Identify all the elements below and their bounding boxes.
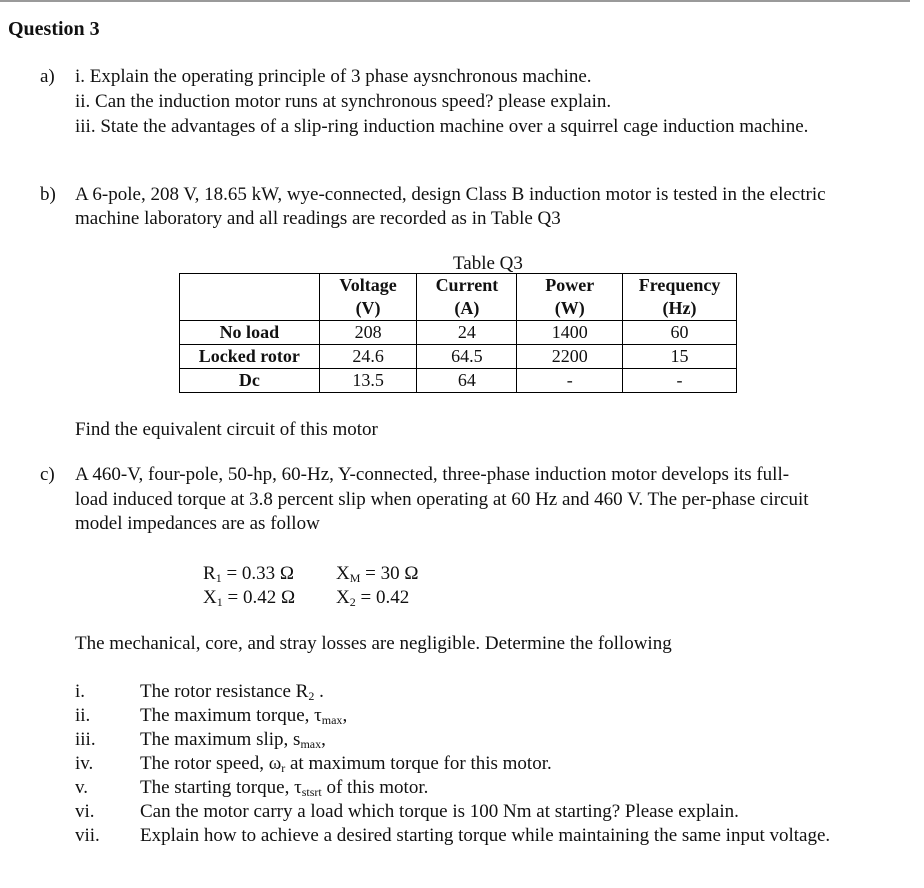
impedance-r1: $R_1 = 0.33$ Ω (203, 563, 295, 585)
part-a-label: a) (40, 66, 55, 87)
row-label: Dc (180, 369, 320, 393)
part-b-text-line2: machine laboratory and all readings are recorded as in Table Q3 (75, 208, 561, 229)
question-title: Question 3 (8, 18, 100, 40)
cell-frequency: 15 (623, 345, 737, 369)
table-row (180, 369, 737, 393)
cell-current: 64 (417, 369, 517, 393)
cell-voltage: 24.6 (319, 345, 417, 369)
impedance-xm: $X_M = 30$ Ω (336, 563, 419, 585)
table-row (180, 345, 737, 369)
cell-voltage: 13.5 (319, 369, 417, 393)
cell-power: - (517, 369, 623, 393)
table-header-blank (180, 274, 320, 321)
header-voltage: Voltage (V) (319, 274, 417, 321)
part-b-label: b) (40, 184, 56, 205)
cell-current: 24 (417, 321, 517, 345)
part-a-item-2: ii. Can the induction motor runs at synchronous speed? please explain. (75, 91, 612, 112)
cell-frequency: - (623, 369, 737, 393)
table-row (180, 321, 737, 345)
table-caption: Table Q3 (453, 253, 523, 274)
part-c-text-line3: model impedances are as follow (75, 513, 320, 534)
cell-power: 1400 (517, 321, 623, 345)
header-power: Power (W) (517, 274, 623, 321)
part-c-label: c) (40, 464, 55, 485)
part-b-text-line1: A 6-pole, 208 V, 18.65 kW, wye-connected, design Class B induction motor is tested in the electric (75, 184, 826, 205)
top-divider (0, 0, 910, 2)
impedance-x2: $X_2 = 0.42$ (336, 587, 410, 609)
part-c-text-line1: A 460-V, four-pole, 50-hp, 60-Hz, Y-connected, three-phase induction motor develops its full- (75, 464, 790, 485)
part-a-item-3: iii. State the advantages of a slip-ring induction machine over a squirrel cage induction machine. (75, 116, 809, 137)
cell-current: 64.5 (417, 345, 517, 369)
header-current: Current (A) (417, 274, 517, 321)
cell-voltage: 208 (319, 321, 417, 345)
row-label: Locked rotor (180, 345, 320, 369)
cell-power: 2200 (517, 345, 623, 369)
part-a-item-1: i. Explain the operating principle of 3 phase aysnchronous machine. (75, 66, 592, 87)
cell-frequency: 60 (623, 321, 737, 345)
impedance-x1: $X_1 = 0.42$ Ω (203, 587, 296, 609)
part-b-task: Find the equivalent circuit of this motor (75, 419, 378, 440)
losses-text: The mechanical, core, and stray losses are negligible. Determine the following (75, 633, 672, 654)
table-header-row (180, 274, 737, 321)
table-q3 (179, 273, 737, 393)
header-frequency: Frequency (Hz) (623, 274, 737, 321)
row-label: No load (180, 321, 320, 345)
part-c-text-line2: load induced torque at 3.8 percent slip when operating at 60 Hz and 460 V. The per-phase circuit (75, 489, 809, 510)
